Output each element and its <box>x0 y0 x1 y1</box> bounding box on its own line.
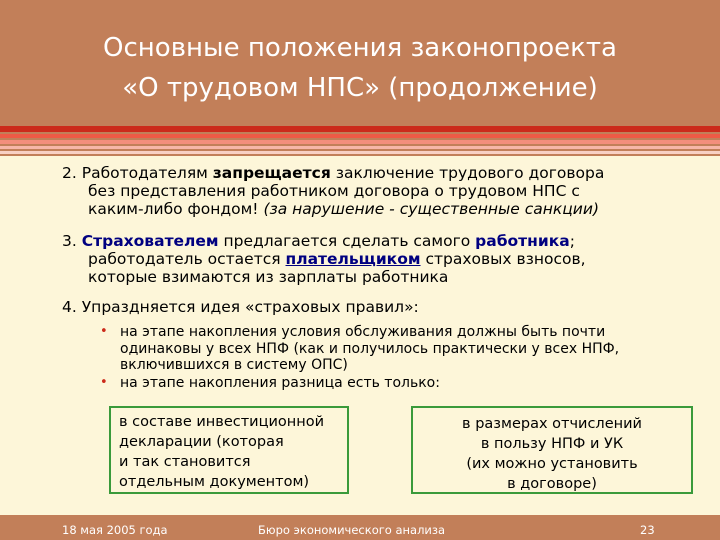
box-line: декларации (которая <box>119 434 284 450</box>
box-line: в составе инвестиционной <box>119 414 325 430</box>
item-text: каким-либо фондом! <box>88 200 264 218</box>
title-line-1: Основные положения законопроекта <box>103 33 617 63</box>
item-emphasis: плательщиком <box>285 250 421 268</box>
page-number: 23 <box>640 523 655 537</box>
item-text: работодатель остается <box>88 250 286 268</box>
list-item-3 <box>62 232 702 286</box>
list-item-2 <box>62 164 702 218</box>
item-text: предлагается сделать самого <box>218 232 476 250</box>
bullet-item <box>96 375 696 392</box>
box-line: в размерах отчислений <box>462 416 642 432</box>
item-text: страховых взносов, <box>420 250 586 268</box>
bullet-line: одинаковы у всех НПФ (как и получилось практически у всех НПФ, <box>120 340 620 357</box>
bullet-item <box>96 324 696 374</box>
slide-content <box>0 156 720 515</box>
item-text: Работодателям <box>81 164 213 182</box>
sub-bullets <box>96 324 696 392</box>
item-line: которые взимаются из зарплаты работника <box>88 268 449 286</box>
divider-stripe <box>0 134 720 138</box>
title-line-2: «О трудовом НПС» (продолжение) <box>122 73 598 103</box>
bullet-dot-icon: • <box>100 374 108 390</box>
bullet-dot-icon: • <box>100 324 108 339</box>
box-line: в договоре) <box>507 476 597 492</box>
item-emphasis: работника <box>475 232 570 250</box>
item-emphasis: Страхователем <box>81 232 219 250</box>
investment-declaration-box <box>109 406 349 494</box>
divider-stripe <box>0 151 720 154</box>
item-italic-note: (за нарушение - существенные санкции) <box>263 200 599 218</box>
box-line: отдельным документом) <box>119 474 310 490</box>
item-line <box>62 250 702 268</box>
title-area <box>0 0 720 126</box>
item-line: без представления работником договора о трудовом НПС с <box>88 182 580 200</box>
bullet-line: на этапе накопления разница есть только: <box>120 374 440 391</box>
item-text: Упраздняется идея «страховых правил»: <box>81 298 419 316</box>
item-number: 3. <box>62 232 77 250</box>
box-line: и так становится <box>119 454 251 470</box>
item-text: заключение трудового договора <box>330 164 605 182</box>
footer-organization: Бюро экономического анализа <box>258 523 446 537</box>
slide-title <box>0 28 720 108</box>
item-line <box>62 200 702 218</box>
box-line: (их можно установить <box>466 456 638 472</box>
item-number: 4. <box>62 298 77 316</box>
bullet-line: включившихся в систему ОПС) <box>120 357 348 373</box>
divider-stripe <box>0 126 720 132</box>
box-line: в пользу НПФ и УК <box>480 436 624 452</box>
bullet-line: на этапе накопления условия обслуживания должны быть почти <box>120 324 606 340</box>
item-emphasis: запрещается <box>212 164 331 182</box>
contribution-size-box <box>411 406 693 494</box>
divider-stripe <box>0 146 720 149</box>
item-text: ; <box>569 232 575 250</box>
list-item-4 <box>62 298 702 316</box>
divider-stripe <box>0 140 720 144</box>
slide-footer <box>0 515 720 540</box>
footer-date: 18 мая 2005 года <box>62 523 168 537</box>
item-number: 2. <box>62 164 77 182</box>
